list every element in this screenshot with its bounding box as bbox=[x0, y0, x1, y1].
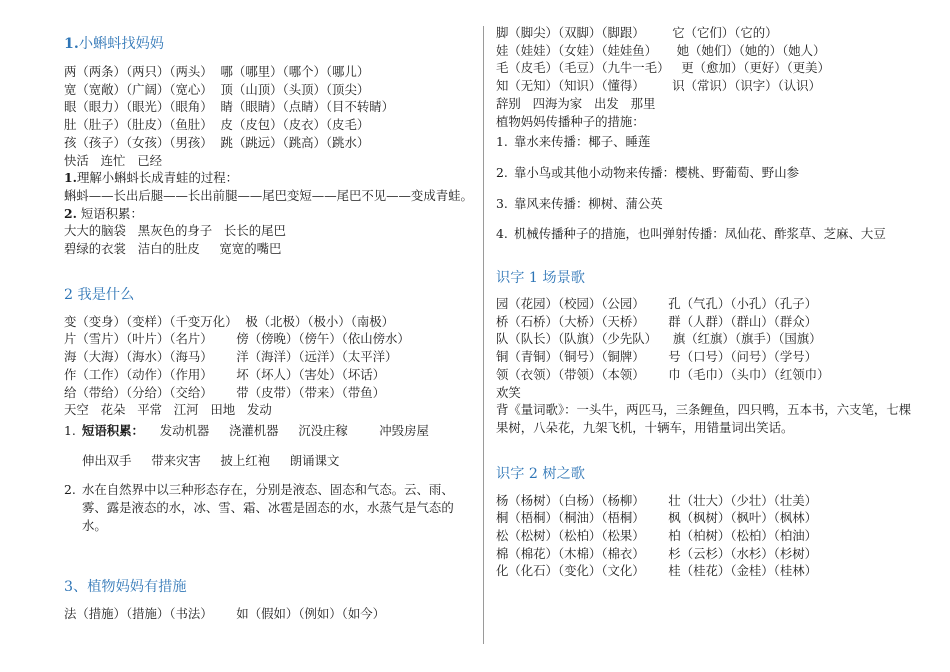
vocab-line: 海（大海）（海水）（海马） 洋（海洋）（远洋）（太平洋） bbox=[64, 349, 398, 365]
measure-word-song: 背《量词歌》：一头牛，两匹马，三条鲤鱼，四只鸭，五本书，六支笔，七棵果树，八朵花，九架飞机，十辆车，用错量词出笑话。 bbox=[496, 402, 912, 435]
section-1-vocab bbox=[64, 63, 474, 169]
phrase-line: 碧绿的衣裳 洁白的肚皮 宽宽的嘴巴 bbox=[64, 241, 282, 257]
section-1-title: 小蝌蚪找妈妈 bbox=[78, 36, 164, 52]
literacy-1-heading: 识字 1 场景歌 bbox=[496, 270, 585, 287]
vocab-line: 天空 花朵 平常 江河 田地 发动 bbox=[64, 402, 272, 418]
section-2-vocab bbox=[64, 313, 474, 419]
list-item bbox=[64, 481, 474, 534]
list-number: 1. bbox=[64, 422, 76, 438]
literacy-2-vocab bbox=[496, 492, 916, 581]
vocab-line: 知（无知）（知识）（懂得） 识（常识）（识字）（认识） bbox=[496, 78, 821, 94]
right-column bbox=[496, 24, 916, 580]
list-text: 靠水来传播：椰子、睡莲 bbox=[514, 134, 651, 150]
phrase-line: 伸出双手 带来灾害 披上红袍 朗诵课文 bbox=[82, 452, 340, 468]
list-item bbox=[64, 422, 474, 469]
vocab-line: 辞别 四海为家 出发 那里 bbox=[496, 95, 656, 111]
vocab-line: 作（工作）（动作）（作用） 坏（坏人）（害处）（坏话） bbox=[64, 366, 385, 382]
list-number: 3. bbox=[496, 195, 508, 211]
point-text: 短语积累： bbox=[76, 205, 143, 221]
list-number: 2. bbox=[64, 482, 76, 498]
list-item bbox=[496, 225, 916, 243]
section-3-heading: 3、植物妈妈有措施 bbox=[64, 579, 187, 596]
list-number: 2. bbox=[496, 164, 508, 180]
vocab-line: 松（松树）（松柏）（松果） 柏（柏树）（松柏）（柏油） bbox=[496, 528, 817, 544]
vocab-line: 脚（脚尖）（双脚）（脚跟） 它（它们）（它的） bbox=[496, 25, 778, 40]
point-number: 1. bbox=[64, 170, 77, 186]
vocab-line: 肚（肚子）（肚皮）（鱼肚） 皮（皮包）（皮衣）（皮毛） bbox=[64, 117, 370, 133]
phrase-text: 发动机器 浇灌机器 沉没庄稼 冲毁房屋 bbox=[143, 422, 429, 438]
vocab-line: 毛（皮毛）（毛豆）（九牛一毛） 更（愈加）（更好）（更美） bbox=[496, 60, 830, 76]
vocab-line: 园（花园）（校园）（公园） 孔（气孔）（小孔）（孔子） bbox=[496, 296, 817, 312]
vocab-line: 欢笑 bbox=[496, 384, 521, 400]
list-number: 4. bbox=[496, 226, 508, 242]
vocab-line: 桥（石桥）（大桥）（天桥） 群（人群）（群山）（群众） bbox=[496, 313, 817, 329]
vocab-line: 桐（梧桐）（桐油）（梧桐） 枫（枫树）（枫叶）（枫林） bbox=[496, 510, 817, 526]
growth-process-text: 蝌蚪——长出后腿——长出前腿——尾巴变短——尾巴不见——变成青蛙。 bbox=[64, 187, 473, 203]
list-number: 1. bbox=[496, 134, 508, 150]
vocab-line: 变（变身）（变样）（千变万化） 极（北极）（极小）（南极） bbox=[64, 313, 395, 329]
column-divider bbox=[483, 26, 484, 644]
growth-process-heading bbox=[64, 169, 474, 187]
vocab-line: 两（两条）（两只）（两头） 哪（哪里）（哪个）（哪儿） bbox=[64, 64, 370, 79]
point-text: 理解小蝌蚪长成青蛙的过程： bbox=[76, 170, 239, 186]
phrase-label: 短语积累： bbox=[82, 422, 144, 438]
phrase-line: 大大的脑袋 黑灰色的身子 长长的尾巴 bbox=[64, 223, 286, 239]
vocab-line: 快活 连忙 已经 bbox=[64, 152, 162, 168]
section-1-number: 1. bbox=[64, 36, 79, 52]
list-item bbox=[496, 164, 916, 182]
vocab-line: 杨（杨树）（白杨）（杨柳） 壮（壮大）（少壮）（壮美） bbox=[496, 492, 817, 508]
vocab-line: 片（雪片）（叶片）（名片） 傍（傍晚）（傍午）（依山傍水） bbox=[64, 331, 410, 347]
list-text: 水在自然界中以三种形态存在，分别是液态、固态和气态。云、雨、雾、露是液态的水，冰、雪、霜、冰雹是固态的水，水蒸气是气态的水。 bbox=[82, 482, 454, 533]
vocab-line: 娃（娃娃）（女娃）（娃娃鱼） 她（她们）（她的）（她人） bbox=[496, 42, 826, 58]
seed-methods-intro: 植物妈妈传播种子的措施： bbox=[496, 113, 645, 129]
vocab-line: 法（措施）（措施）（书法） 如（假如）（例如）（如今） bbox=[64, 606, 385, 622]
vocab-line: 孩（孩子）（女孩）（男孩） 跳（跳远）（跳高）（跳水） bbox=[64, 134, 370, 150]
vocab-line: 宽（宽敞）（广阔）（宽心） 顶（山顶）（头顶）（顶尖） bbox=[64, 81, 370, 97]
vocab-line: 领（衣领）（带领）（本领） 巾（毛巾）（头巾）（红领巾） bbox=[496, 366, 830, 382]
literacy-2-heading: 识字 2 树之歌 bbox=[496, 465, 585, 482]
section-1-heading bbox=[64, 34, 474, 54]
vocab-line: 给（带给）（分给）（交给） 带（皮带）（带来）（带鱼） bbox=[64, 384, 385, 400]
literacy-1-vocab bbox=[496, 295, 916, 401]
vocab-line: 铜（青铜）（铜号）（铜牌） 号（口号）（问号）（学号） bbox=[496, 349, 817, 365]
point-number: 2. bbox=[64, 205, 77, 221]
list-text: 机械传播种子的措施，也叫弹射传播：凤仙花、酢浆草、芝麻、大豆 bbox=[514, 226, 886, 242]
vocab-line: 棉（棉花）（木棉）（棉衣） 杉（云杉）（水杉）（杉树） bbox=[496, 545, 817, 561]
section-2-heading: 2 我是什么 bbox=[64, 286, 135, 303]
list-item bbox=[496, 195, 916, 213]
vocab-line: 眼（眼力）（眼光）（眼角） 睛（眼睛）（点睛）（目不转睛） bbox=[64, 99, 395, 115]
phrase-heading bbox=[64, 205, 474, 223]
vocab-line: 化（化石）（变化）（文化） 桂（桂花）（金桂）（桂林） bbox=[496, 563, 817, 579]
phrase-line bbox=[82, 422, 474, 440]
vocab-line: 队（队长）（队旗）（少先队） 旗（红旗）（旗手）（国旗） bbox=[496, 331, 822, 347]
list-text: 靠小鸟或其他小动物来传播：樱桃、野葡萄、野山参 bbox=[514, 164, 799, 180]
list-item bbox=[496, 133, 916, 151]
list-text: 靠风来传播：柳树、蒲公英 bbox=[514, 195, 663, 211]
left-column bbox=[64, 24, 474, 623]
